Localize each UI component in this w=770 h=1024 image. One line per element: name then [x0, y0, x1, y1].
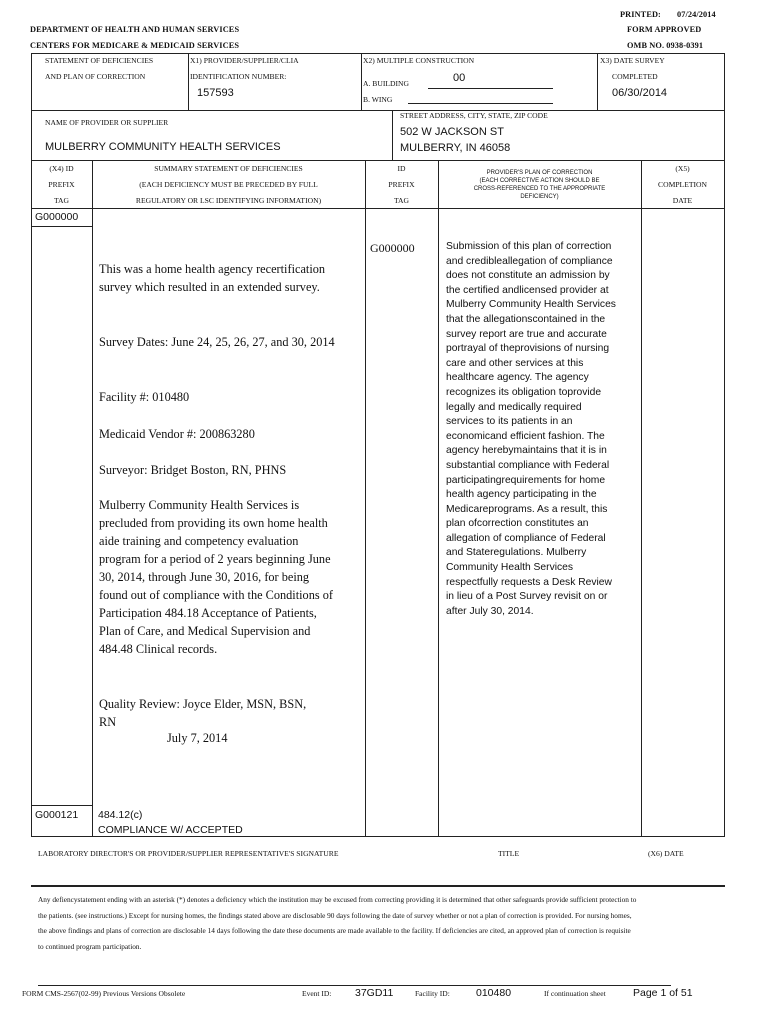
plan-of-correction-text: Submission of this plan of correction and credibleallegation of compliance does not constitute an admission by the certified andlicensed provider at Mulberry Community Health Services that the allegationscontained in the survey report are true and accurate portrayal of theprovisions of nursing care and other services at this healthcare agency. The agency recognizes its obligation toprovide legally and medically required services to its patients in an economicand efficient fashion. The agency herebymaintains that it is in substantial compliance with Federal participatingrequirements for home health agency participating in the Medicareprograms. As a result, this plan ofcorrection constitutes an allegation of compliance of Federal and Stateregulations. Mulberry Community Health Services respectfully requests a Desk Review in lieu of a Post Survey revisit on or after July 30, 2014.: [446, 241, 616, 617]
facility-id-label: Facility ID:: [415, 989, 450, 998]
regulation-title: COMPLIANCE W/ ACCEPTED: [98, 824, 243, 836]
printed-date: 07/24/2014: [677, 10, 716, 19]
prefix-header: PREFIX: [388, 180, 415, 189]
narrative-facility: Facility #: 010480: [99, 390, 190, 404]
facility-id-value: 010480: [476, 987, 512, 999]
department-name: DEPARTMENT OF HEALTH AND HUMAN SERVICES: [30, 25, 240, 34]
form-number: FORM CMS-2567(02-99) Previous Versions Obsolete: [22, 989, 186, 998]
building-value: 00: [453, 72, 466, 84]
narrative-quality-review: Quality Review: Joyce Elder, MSN, BSN, RN: [99, 697, 307, 729]
survey-completed-date: 06/30/2014: [612, 87, 668, 99]
x1-identification-label: IDENTIFICATION NUMBER:: [190, 72, 287, 81]
provider-name-value: MULBERRY COMMUNITY HEALTH SERVICES: [45, 141, 281, 153]
x1-label: X1) PROVIDER/SUPPLIER/CLIA: [190, 56, 299, 65]
tag-header: TAG: [394, 196, 409, 205]
x2-label: X2) MULTIPLE CONSTRUCTION: [363, 56, 475, 65]
address-street: 502 W JACKSON ST: [400, 126, 504, 138]
narrative-paragraph: This was a home health agency recertification survey which resulted in an extended survey.: [99, 262, 326, 294]
form-approved: FORM APPROVED: [627, 25, 702, 34]
summary-header-line2: (EACH DEFICIENCY MUST BE PRECEDED BY FULL: [139, 180, 318, 189]
narrative-preclusion: Mulberry Community Health Services is precluded from providing its own home health aide training and competency evaluation program for a period of 2 years beginning June 30, 2014, through June 30, 2016, for being found out of compliance with the Conditions of Participation 484.18 Acceptance of Patients, Plan of Care, and Medical Supervision and 484.48 Clinical records.: [99, 498, 333, 656]
title-label: TITLE: [498, 849, 520, 858]
summary-header-line3: REGULATORY OR LSC IDENTIFYING INFORMATION): [135, 196, 322, 205]
x5-header: (X5): [675, 164, 690, 173]
centers-name: CENTERS FOR MEDICARE & MEDICAID SERVICES: [30, 41, 240, 50]
event-id-value: 37GD11: [355, 987, 394, 999]
x4-id-header: (X4) ID: [49, 164, 74, 173]
address-label: STREET ADDRESS, CITY, STATE, ZIP CODE: [400, 111, 548, 120]
narrative-review-date: July 7, 2014: [167, 731, 228, 745]
summary-header-line1: SUMMARY STATEMENT OF DEFICIENCIES: [154, 164, 303, 173]
date-header: DATE: [672, 196, 693, 205]
disclaimer-text: Any defiencystatement ending with an asterisk (*) denotes a deficiency which the institution may be excused from correcting providing it is determined that other safeguards provide sufficient protection to the patients. (see instructions.) Except for nursing homes, the findings stated above are disclosable 90 days following the date of survey whether or not a plan of correction is provided. For nursing homes, the above findings and plans of correction are disclosable 14 days following the date these documents are made available to the facility. If deficiencies are cited, an approved plan of correction is requisite to continued program participation.: [38, 895, 637, 951]
plan-tag: G000000: [370, 241, 415, 255]
signature-date-label: (X6) DATE: [648, 849, 684, 858]
provider-id-value: 157593: [197, 87, 234, 99]
deficiency-tag-2: G000121: [35, 809, 79, 821]
narrative-survey-dates: Survey Dates: June 24, 25, 26, 27, and 30, 2014: [99, 335, 335, 349]
event-id-label: Event ID:: [302, 989, 332, 998]
page-indicator: Page 1 of 51: [633, 987, 693, 999]
plan-header-line4: DEFICIENCY): [520, 194, 559, 200]
x3-label: X3) DATE SURVEY: [600, 56, 665, 65]
signature-label: LABORATORY DIRECTOR'S OR PROVIDER/SUPPLIER REPRESENTATIVE'S SIGNATURE: [38, 849, 339, 858]
provider-name-label: NAME OF PROVIDER OR SUPPLIER: [45, 118, 169, 127]
completion-header: COMPLETION: [658, 180, 707, 189]
plan-of-correction-label: AND PLAN OF CORRECTION: [45, 72, 146, 81]
plan-header-line1: PROVIDER'S PLAN OF CORRECTION: [486, 170, 593, 176]
x4-prefix-header: PREFIX: [48, 180, 75, 189]
building-label: A. BUILDING: [363, 79, 409, 88]
completed-label: COMPLETED: [612, 72, 658, 81]
x4-tag-header: TAG: [54, 196, 69, 205]
address-city: MULBERRY, IN 46058: [400, 142, 511, 154]
plan-header-line2: (EACH CORRECTIVE ACTION SHOULD BE: [479, 178, 600, 184]
wing-label: B. WING: [363, 95, 393, 104]
omb-number: OMB NO. 0938-0391: [627, 41, 704, 50]
id-header: ID: [397, 164, 406, 173]
deficiency-tag: G000000: [35, 211, 79, 223]
plan-header-line3: CROSS-REFERENCED TO THE APPROPRIATE: [473, 186, 606, 192]
narrative-surveyor: Surveyor: Bridget Boston, RN, PHNS: [99, 463, 287, 477]
regulation-number: 484.12(c): [98, 809, 143, 821]
narrative-medicaid-vendor: Medicaid Vendor #: 200863280: [99, 427, 255, 441]
statement-label: STATEMENT OF DEFICIENCIES: [45, 56, 154, 65]
printed-label: PRINTED:: [620, 10, 661, 19]
continuation-label: If continuation sheet: [544, 989, 606, 998]
